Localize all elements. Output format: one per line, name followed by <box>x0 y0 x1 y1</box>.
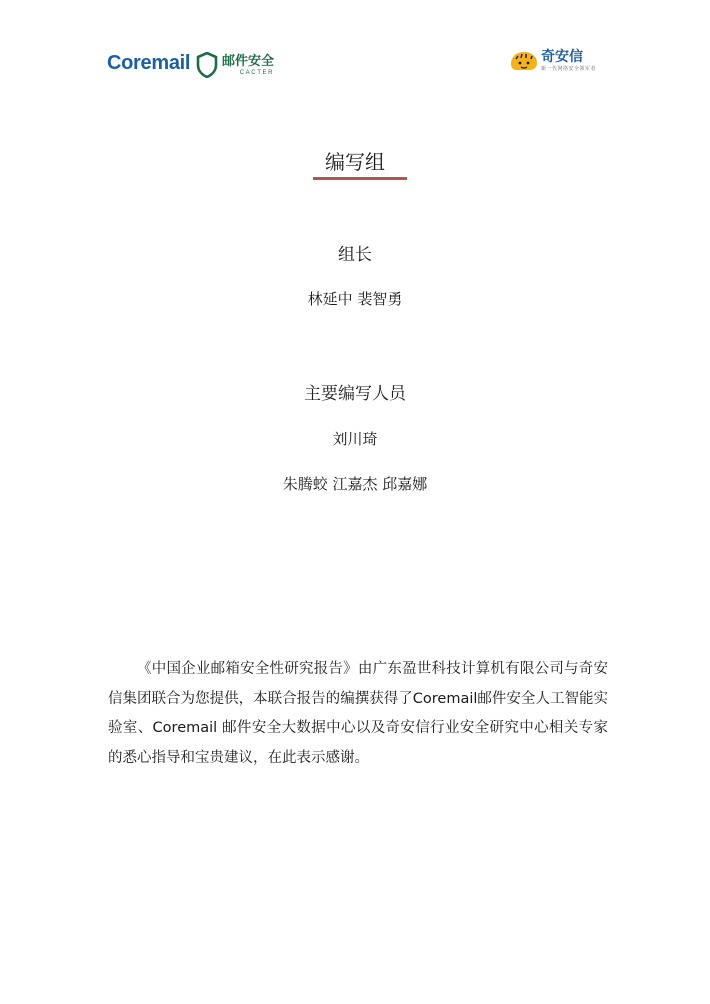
qax-tiger-icon <box>509 50 539 72</box>
title-underline <box>313 177 407 180</box>
page-title: 编写组 <box>325 150 385 174</box>
cacter-logo-en: CACTER <box>239 69 275 76</box>
authors-heading: 主要编写人员 <box>304 384 406 404</box>
qax-logo <box>509 50 596 72</box>
logo-bar <box>0 0 710 110</box>
qax-logo-slogan: 新一代网络安全领军者 <box>541 66 597 72</box>
cacter-shield-icon <box>196 52 218 78</box>
leaders-heading: 组长 <box>338 245 372 265</box>
authors-line-2: 朱腾蛟 江嘉杰 邱嘉娜 <box>282 475 428 493</box>
qax-logo-cn: 奇安信 <box>541 49 583 65</box>
coremail-logo: Coremail <box>107 52 191 74</box>
cacter-logo-cn: 邮件安全 <box>222 53 275 69</box>
cacter-logo <box>196 50 274 80</box>
acknowledgement-paragraph: 《中国企业邮箱安全性研究报告》由广东盈世科技计算机有限公司与奇安信集团联合为您提供，本联合报告的编撰获得了Coremail邮件安全人工智能实验室、Coremail 邮件安全大数据中心以及奇安信行业安全研究中心相关专家的悉心指导和宝贵建议，在此表示感谢。 <box>108 661 608 766</box>
authors-line-1: 刘川琦 <box>332 430 378 448</box>
leaders-names: 林延中 裴智勇 <box>307 290 403 308</box>
